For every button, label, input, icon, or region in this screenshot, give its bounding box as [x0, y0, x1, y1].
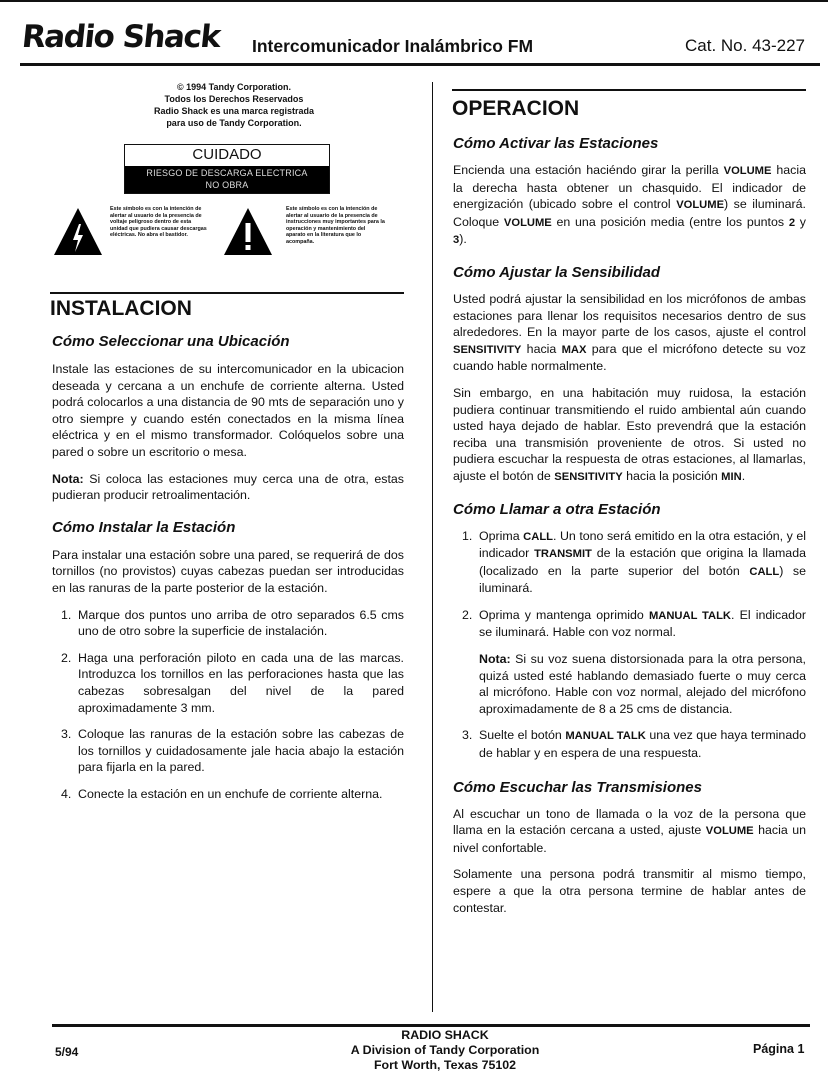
text-run: una vez que haya terminado de hablar y en espera de una respuesta.	[479, 728, 806, 761]
text-run: hacia un nivel confortable.	[453, 823, 806, 855]
radio-shack-logo: Radio Shack	[20, 19, 222, 55]
text-run: .	[741, 468, 746, 483]
note-label: Nota:	[52, 471, 84, 486]
lightning-warning-icon	[52, 206, 104, 258]
text-run: hacia	[521, 341, 562, 356]
footer-company	[260, 1028, 630, 1073]
footer-date: 5/94	[55, 1045, 79, 1059]
keyword: VOLUME	[705, 825, 754, 838]
step-number: 1.	[462, 528, 473, 543]
mount-paragraph: Para instalar una estación sobre una pared, se requerirá de dos tornillos (no provistos) cuyas cabezas puedan ser introducidas en las ranuras de la parte posterior de la estación.	[52, 547, 404, 595]
exclamation-symbol-text: Este símbolo es con la intención de alertar al usuario de la presencia de instrucciones muy importantes para la operación y mantenimiento del aparato en la literatura que lo acompaña.	[286, 206, 385, 245]
keyword: TRANSMIT	[534, 548, 592, 561]
keyword: MANUAL TALK	[648, 609, 731, 622]
listen-paragraph-2: Solamente una persona podrá transmitir al mismo tiempo, espere a que la otra persona termine de hablar antes de contestar.	[453, 867, 806, 915]
text-run: ) se iluminará.	[479, 563, 806, 596]
mount-heading: Cómo Instalar la Estación	[52, 518, 236, 536]
lightning-symbol-text: Este símbolo es con la intención de alertar al usuario de la presencia de voltaje peligroso dentro de esta unidad que pudiera causar descargas eléctricas. No abra el bastidor.	[110, 206, 207, 239]
list-item	[52, 786, 404, 803]
note-text: Si su voz suena distorsionada para la otra persona, quizá usted esté hablando demasiado fuerte o muy cerca al micrófono. Hable con voz normal, alejado del micrófono aproximadamente de 8 a 25 cms de distancia.	[479, 652, 806, 716]
step-text: Marque dos puntos uno arriba de otro separados 6.5 cms uno de otro sobre la superficie de instalación.	[78, 607, 404, 639]
column-divider	[432, 82, 433, 1012]
sensitivity-paragraph-2	[453, 385, 806, 486]
list-item	[453, 607, 806, 718]
location-note	[52, 471, 404, 504]
text-run: ) se iluminará. Coloque	[453, 197, 806, 229]
header-rule	[20, 63, 820, 66]
footer-line: RADIO SHACK	[401, 1028, 489, 1042]
page-number: Página 1	[753, 1042, 805, 1056]
copyright-line: © 1994 Tandy Corporation.	[177, 82, 291, 92]
text-run: hacia la derecha hasta obtener un chasquido. El indicador de energización (ubicado sobre el control	[453, 163, 806, 212]
footer-line: Fort Worth, Texas 75102	[373, 1058, 517, 1072]
text-run: y	[795, 214, 806, 229]
installation-heading: INSTALACION	[50, 297, 192, 320]
keyword: CALL	[749, 565, 780, 578]
list-item	[52, 726, 404, 776]
footer-line: A Division of Tandy Corporation	[350, 1043, 540, 1057]
keyword: CALL	[523, 530, 553, 543]
keyword: 3	[453, 234, 460, 247]
catalog-number: Cat. No. 43-227	[685, 36, 806, 55]
text-run: Oprima	[479, 528, 524, 543]
step-number: 4.	[61, 786, 72, 801]
footer-rule	[52, 1024, 810, 1027]
keyword: 2	[788, 216, 796, 229]
text-run: Encienda una estación haciéndo girar la perilla	[453, 163, 724, 177]
text-run: Oprima y mantenga oprimido	[479, 607, 649, 622]
text-run: ).	[459, 232, 467, 247]
copyright-line: Todos los Derechos Reservados	[164, 94, 304, 104]
note-label: Nota:	[479, 652, 511, 667]
keyword: SENSITIVITY	[554, 470, 623, 483]
caution-label	[124, 144, 330, 194]
operation-heading: OPERACION	[452, 97, 580, 120]
text-run: de la estación que origina la llamada (localizado en la parte superior del botón	[479, 546, 806, 578]
text-run: Al escuchar un tono de llamada o la voz de la persona que llama en la estación cercana a usted, ajuste	[453, 806, 806, 838]
list-item	[453, 727, 806, 761]
caution-title: CUIDADO	[192, 146, 262, 163]
activate-heading: Cómo Activar las Estaciones	[453, 135, 659, 152]
text-run: . El indicador se iluminará. Hable con voz normal.	[479, 607, 806, 640]
copyright-notice	[118, 81, 350, 129]
location-heading: Cómo Seleccionar una Ubicación	[52, 333, 290, 350]
listen-paragraph-1	[453, 806, 806, 857]
text-run: en una posición media (entre los puntos	[551, 214, 789, 229]
text-run: Sin embargo, en una habitación muy ruidosa, la estación pudiera continuar transmitiendo el ruido ambiental aún cuando usted haya dejado de hablar. Esto prevendrá que la estación reciba una transmisión proveniente de otros. Si usted no pudiera escuchar la respuesta de otras estaciones, al llamarlas, ajuste el botón de	[453, 385, 806, 483]
step-text: Coloque las ranuras de la estación sobre las cabezas de los tornillos y cuidadosamente jale hacia abajo la estación para fijarla en la pared.	[78, 727, 404, 775]
call-steps	[453, 528, 806, 762]
activate-paragraph	[453, 162, 806, 249]
step-number: 3.	[462, 728, 473, 743]
operation-rule	[452, 89, 806, 91]
caution-warning-bar	[125, 166, 329, 193]
call-heading: Cómo Llamar a otra Estación	[453, 500, 661, 518]
keyword: VOLUME	[723, 165, 772, 177]
list-item	[52, 607, 404, 640]
installation-content	[52, 332, 404, 812]
step-number: 2.	[61, 650, 72, 665]
step-number: 2.	[462, 607, 473, 622]
list-item	[453, 528, 806, 597]
call-note	[479, 651, 806, 717]
keyword: SENSITIVITY	[453, 343, 522, 356]
keyword: VOLUME	[676, 199, 725, 212]
installation-rule	[50, 292, 404, 294]
caution-line: RIESGO DE DESCARGA ELECTRICA	[146, 168, 308, 178]
sensitivity-paragraph-1	[453, 291, 806, 375]
keyword: MAX	[561, 343, 587, 356]
copyright-line: para uso de Tandy Corporation.	[166, 118, 302, 128]
caution-line: NO OBRA	[205, 180, 249, 190]
step-text: Conecte la estación en un enchufe de corriente alterna.	[78, 786, 383, 801]
sensitivity-heading: Cómo Ajustar la Sensibilidad	[453, 263, 660, 281]
mount-steps	[52, 607, 404, 803]
list-item	[52, 650, 404, 716]
step-text: Haga una perforación piloto en cada una de las marcas. Introduzca los tornillos en las perforaciones hasta que las cabezas sobresalgan del nivel de la pared aproximadamente 3 mm.	[78, 650, 404, 715]
copyright-line: Radio Shack es una marca registrada	[153, 106, 315, 116]
keyword: VOLUME	[503, 216, 552, 229]
listen-heading: Cómo Escuchar las Transmisiones	[453, 778, 702, 796]
operation-content	[453, 134, 806, 926]
text-run: hacia la posición	[622, 468, 722, 483]
step-number: 1.	[61, 607, 72, 622]
keyword: MIN	[721, 470, 742, 483]
keyword: MANUAL TALK	[565, 730, 646, 743]
text-run: Usted podrá ajustar la sensibilidad en los micrófonos de ambas estaciones para llenar los requisitos necesarios dentro de sus alrededores. En la mayor parte de los casos, ajuste el control	[453, 291, 806, 340]
text-run: para que el micrófono detecte su voz cuando hable normalmente.	[453, 341, 806, 374]
note-text: Si coloca las estaciones muy cerca una de otra, estas pudieran producir retroalimentación.	[52, 471, 404, 503]
top-border	[0, 0, 828, 2]
step-number: 3.	[61, 727, 72, 742]
text-run: . Un tono será emitido en la otra estación, y el indicador	[479, 528, 806, 561]
location-paragraph: Instale las estaciones de su intercomunicador en la ubicacion deseada y cercana a un enchufe de corriente alterna. Usted podrá colocarlos a una distancia de 90 mts de separación uno y otro siempre y cuando estén conectados en la misma línea eléctrica y en el mismo transformador. Colóquelos sobre una pared o sobre un escritorio o mesa.	[52, 362, 404, 459]
exclamation-warning-icon	[222, 206, 274, 258]
text-run: Suelte el botón	[479, 728, 566, 743]
document-title: Intercomunicador Inalámbrico FM	[252, 36, 534, 56]
